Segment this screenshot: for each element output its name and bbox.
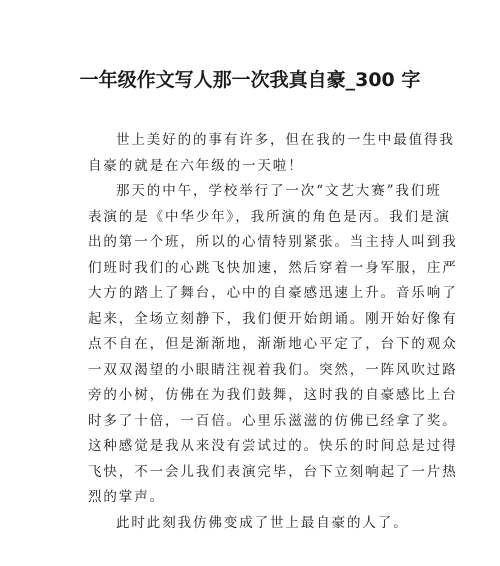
paragraph-line: 此时此刻我仿佛变成了世上最自豪的人了。 (116, 514, 409, 531)
paragraph-line: 这种感觉是我从来没有尝试过的。快乐的时间总是过得 (88, 438, 458, 454)
paragraph-line: 那天的中午，学校举行了一次“文艺大赛”我们班 (116, 183, 442, 199)
paragraph-line: 一双双渴望的小眼睛注视着我们。突然，一阵风吹过路 (88, 361, 458, 378)
paragraph-line: 自豪的就是在六年级的一天啦！ (88, 157, 304, 174)
paragraph-line: 起来，全场立刻静下，我们便开始朗诵。刚开始好像有 (88, 310, 458, 327)
paragraph-line: 烈的掌声。 (88, 489, 165, 505)
paragraph-line: 大方的踏上了舞台，心中的自豪感迅速上升。音乐响了 (88, 285, 458, 301)
paragraph-line: 旁的小树，仿佛在为我们鼓舞，这时我的自豪感比上台 (88, 387, 458, 403)
paragraph-line: 世上美好的的事有许多，但在我的一生中最值得我 (116, 132, 455, 148)
paragraph-line: 飞快，不一会儿我们表演完毕，台下立刻响起了一片热 (88, 463, 458, 480)
paragraph-line: 们班时我们的心跳飞快加速，然后穿着一身军服，庄严 (88, 259, 458, 276)
paragraph-line: 表演的是《中华少年》，我所演的角色是丙。我们是演 (88, 208, 451, 225)
paragraph-line: 出的第一个班，所以的心情特别紧张。当主持人叫到我 (88, 234, 458, 250)
paragraph-line: 点不自在，但是渐渐地，渐渐地心平定了，台下的观众 (88, 336, 458, 352)
document-title: 一年级作文写人那一次我真自豪_300 字 (79, 69, 421, 91)
document-body (88, 128, 458, 536)
paragraph-line: 时多了十倍，一百倍。心里乐滋滋的仿佛已经拿了奖。 (88, 412, 458, 429)
